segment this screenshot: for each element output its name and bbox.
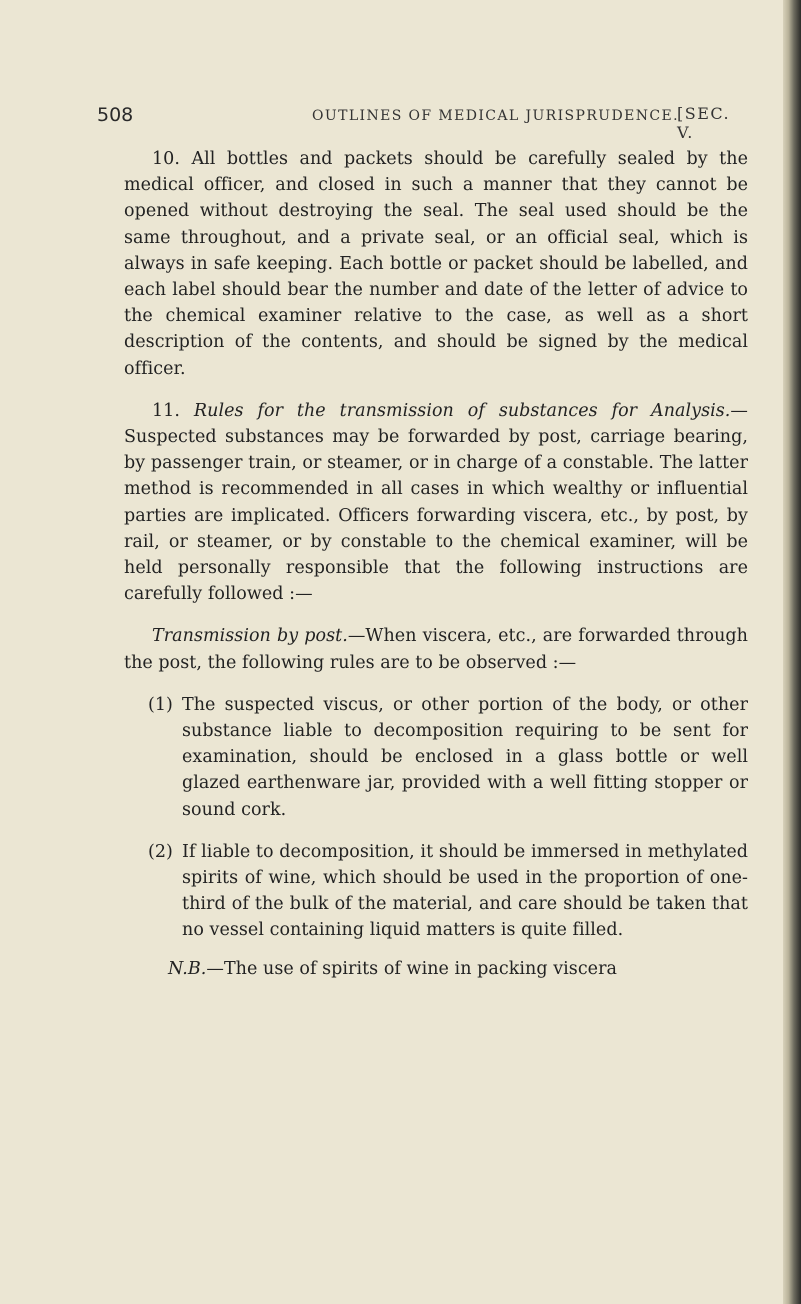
- running-header: [97, 104, 747, 142]
- paragraph-11-title: Rules for the transmission of substances for Analysis.: [193, 400, 731, 421]
- nb-paragraph: [124, 956, 748, 982]
- paragraph-11-body: —Suspected substances may be forwarded by post, carriage bearing, by passenger train, or steamer, or in charge of a constable. The latter method is recommended in all cases in which wealthy or influential parties are implicated. Officers forwarding viscera, etc., by post, by rail, or steamer, or by constable to the chemical examiner, will be held personally responsible that the following instructions are carefully followed :—: [124, 400, 748, 605]
- rules-list: [124, 692, 748, 944]
- transmission-title: Transmission by post.: [152, 626, 348, 647]
- running-title: OUTLINES OF MEDICAL JURISPRUDENCE.: [312, 108, 679, 124]
- transmission-paragraph: [124, 623, 748, 675]
- paragraph-11-number: 11.: [152, 400, 180, 421]
- page-number: 508: [97, 104, 134, 126]
- page-edge-shadow: [783, 0, 801, 1304]
- list-item: [124, 839, 748, 944]
- list-item: [124, 692, 748, 823]
- list-item-number: (2): [148, 841, 173, 862]
- list-item-number: (1): [148, 694, 173, 715]
- nb-label: N.B.: [168, 958, 207, 979]
- transmission-body: —When viscera, etc., are forwarded through the post, the following rules are to be observed :—: [124, 626, 749, 673]
- nb-text: —The use of spirits of wine in packing viscera: [206, 958, 617, 979]
- page-body: [124, 146, 748, 982]
- section-marker: [SEC. V.: [677, 104, 731, 142]
- paragraph-10: 10. All bottles and packets should be carefully sealed by the medical officer, and closed in such a manner that they cannot be opened without destroying the seal. The seal used should be the same throughout, and a private seal, or an official seal, which is always in safe keeping. Each bottle or packet should be labelled, and each label should bear the number and date of the letter of advice to the chemical examiner relative to the case, as well as a short description of the contents, and should be signed by the medical officer.: [124, 149, 748, 379]
- list-item-text: If liable to decomposition, it should be immersed in methylated spirits of wine, which should be used in the proportion of one-third of the bulk of the material, and care should be taken that no vessel containing liquid matters is quite filled.: [182, 841, 748, 941]
- list-item-text: The suspected viscus, or other portion of the body, or other substance liable to decomposition requiring to be sent for examination, should be enclosed in a glass bottle or well glazed earthenware jar, provided with a well fitting stopper or sound cork.: [182, 694, 748, 820]
- paragraph-11: [124, 398, 748, 608]
